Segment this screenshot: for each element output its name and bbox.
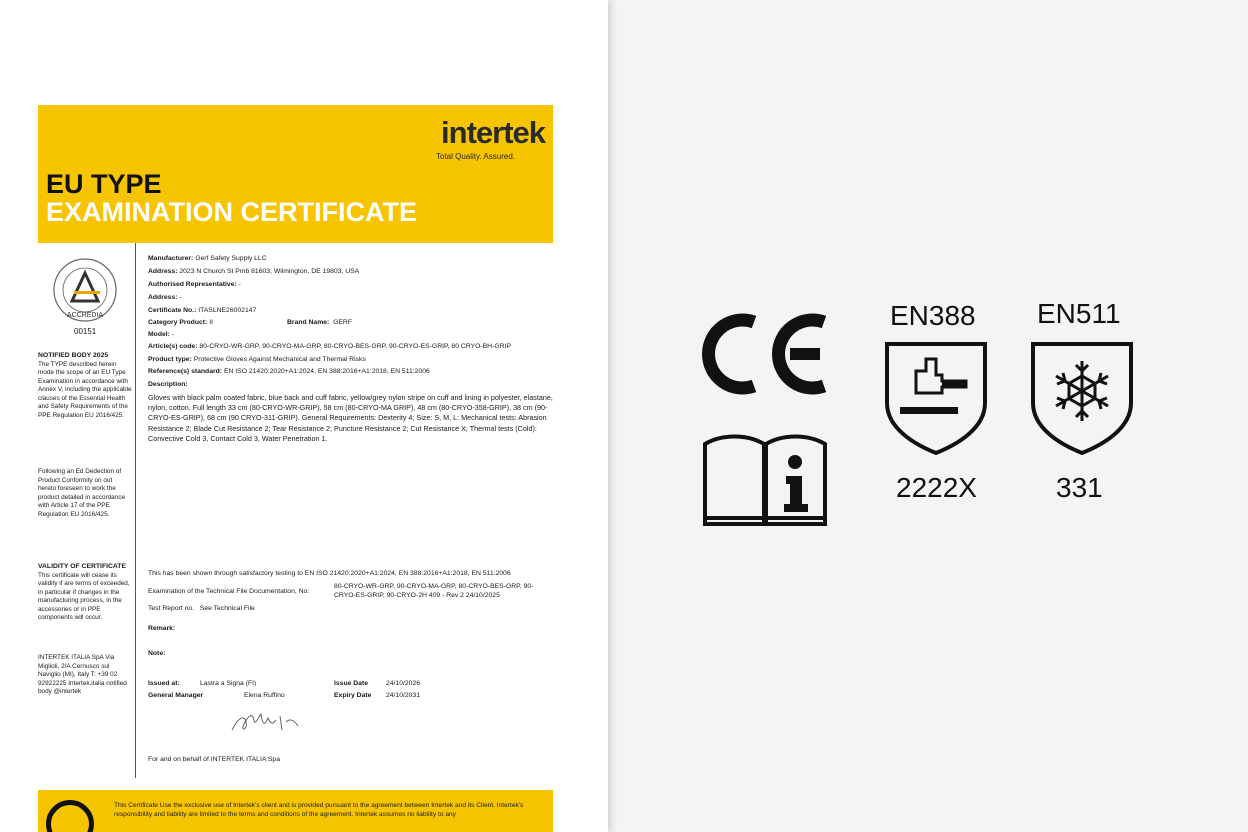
behalf-statement: For and on behalf of INTERTEK ITALIA Spa	[148, 756, 280, 763]
ce-mark-icon	[696, 308, 830, 400]
category-row: Category Product: II	[148, 319, 213, 326]
address2-row: Address: -	[148, 294, 182, 301]
signature-icon	[228, 708, 304, 736]
en388-label: EN388	[890, 300, 976, 331]
tech-doc-label: Examination of the Technical File Documentation, No:	[148, 588, 310, 595]
accreditation-seal-icon	[52, 257, 118, 323]
sidebar-validity	[38, 563, 132, 623]
model-row: Model: -	[148, 331, 175, 338]
tested-statement: This has been shown through satisfactory testing to EN ISO 21420:2020+A1:2024, EN 388:2016+A1:2018, EN 511:2006	[148, 570, 511, 577]
issue-date-value: 24/10/2026	[386, 680, 421, 687]
column-divider	[135, 243, 136, 778]
standard-row: Reference(s) standard: EN ISO 21420:2020+A1:2024, EN 388:2016+A1:2018, EN 511:2006	[148, 368, 430, 375]
footer-text: This Certificate Use the exclusive use of Intertek's client and is provided pursuant to the agreement between Intertek and its Client. Intertek's responsibility and liability are limited to the terms and conditions of the agreement. Intertek assumes no liability to any	[114, 802, 524, 818]
article-code-row: Article(s) code: 80-CRYO-WR-GRP, 90-CRYO-MA-GRP, 80-CRYO-BES-GRP, 90-CRYO-ES-GRIP, 80 CRYO-BH-GRIP	[148, 343, 511, 350]
info-manual-icon	[702, 432, 828, 528]
issued-at-label: Issued at:	[148, 680, 180, 687]
issue-date-label: Issue Date	[334, 680, 369, 687]
address-row: Address: 2023 N Church St Pmb 81603, Wilmington, DE 19803, USA	[148, 268, 360, 275]
title-line-2: EXAMINATION CERTIFICATE	[46, 197, 417, 227]
cold-hazard-shield-icon	[1030, 341, 1134, 455]
en511-label: EN511	[1037, 298, 1121, 329]
test-report-row: Test Report no. See Technical File	[148, 605, 255, 612]
validity-text: This certificate will cease its validity if are terms of exceeded, in particular if changes in the manufacturing process, in the accessories or in PPE components will occur.	[38, 571, 130, 621]
logo-tagline: Total Quality. Assured.	[436, 152, 515, 161]
product-type-row: Product type: Protective Gloves Against Mechanical and Thermal Risks	[148, 356, 366, 363]
remark-label: Remark:	[148, 625, 176, 632]
description-label: Description:	[148, 381, 188, 388]
nb-heading: NOTIFIED BODY 2025	[38, 352, 109, 359]
nb-text: The TYPE described herein mode the scope of an EU Type Examination in accordance with Annex V, including the applicable clauses of the Essential Health and Safety Requirements of the PPE Regulation EU 2016/425.	[38, 360, 132, 419]
validity-heading: VALIDITY OF CERTIFICATE	[38, 563, 126, 570]
note-label: Note:	[148, 650, 166, 657]
certificate-footer	[38, 790, 553, 832]
issued-at-value: Lastra a Signa (FI)	[200, 680, 257, 687]
sidebar-notified-body	[38, 352, 132, 420]
expiry-date-label: Expiry Date	[334, 692, 372, 699]
seal-text: ACCREDIA	[66, 312, 104, 319]
description-text: Gloves with black palm coated fabric, blue back and cuff fabric, yellow/grey nylon stripe on cuff and lining in polyester, elastane, nylon, cotton. Full length 33 cm (80-CRYO-WR-GRIP), 58 cm (80-CRYO-MA GRIP), 48 cm (80-CRYO-358-GRIP), 38 cm (90-CRYO-ES-GRIP), 68 cm (90 CRYO-311-GRIP). General Requirements: Dexterity 4; Size: S, M, L: Mechanical tests: Abrasion Resistance 2; Blade Cut Resistance 2; Tear Resistance 2; Puncture Resistance 2; Cut Resistance X; Thermal tests (Cold): Convective Cold 3, Contact Cold 3, Water Penetration 1.	[148, 393, 553, 443]
mechanical-hazard-shield-icon	[884, 341, 988, 455]
footer-logo-icon	[46, 800, 94, 832]
general-manager-label: General Manager	[148, 692, 204, 699]
sidebar-following: Following an Ed Dedection of Product Conformity on out hereto foreseen to work the product detailed in accordance with Article 17 of the PPE Regulation EU 2016/425.	[38, 468, 126, 518]
en511-rating: 331	[1056, 472, 1103, 503]
title-line-1: EU TYPE	[46, 169, 162, 199]
certificate-document	[0, 0, 608, 832]
certificate-number-row: Certificate No.: ITASLNE26002147	[148, 307, 257, 314]
sidebar-address: INTERTEK ITALIA SpA Via Miglioli, 2/A Cernusco sul Naviglio (MI), Italy T: +39 02 92922225 Intertek.italia notified body @intertek	[38, 654, 127, 695]
authorised-rep-row: Authorised Representative: -	[148, 281, 241, 288]
general-manager-name: Elena Ruffino	[244, 692, 285, 699]
en388-rating: 2222X	[896, 472, 977, 503]
expiry-date-value: 24/10/2031	[386, 692, 421, 699]
brand-row: Brand Name: GERF	[287, 319, 352, 326]
manufacturer-row: Manufacturer: Gerf Safety Supply LLC	[148, 255, 267, 262]
seal-number: 00151	[74, 327, 97, 336]
tech-doc-value: 80-CRYO-WR-GRP, 90-CRYO-MA-GRP, 80-CRYO-BES-GRP, 90-CRYO-ES-GRIP, 90-CRYO-2H 409 - Rev 2 24/10/2025	[334, 583, 534, 599]
intertek-logo: intertek	[441, 115, 545, 150]
certificate-header	[38, 105, 553, 243]
